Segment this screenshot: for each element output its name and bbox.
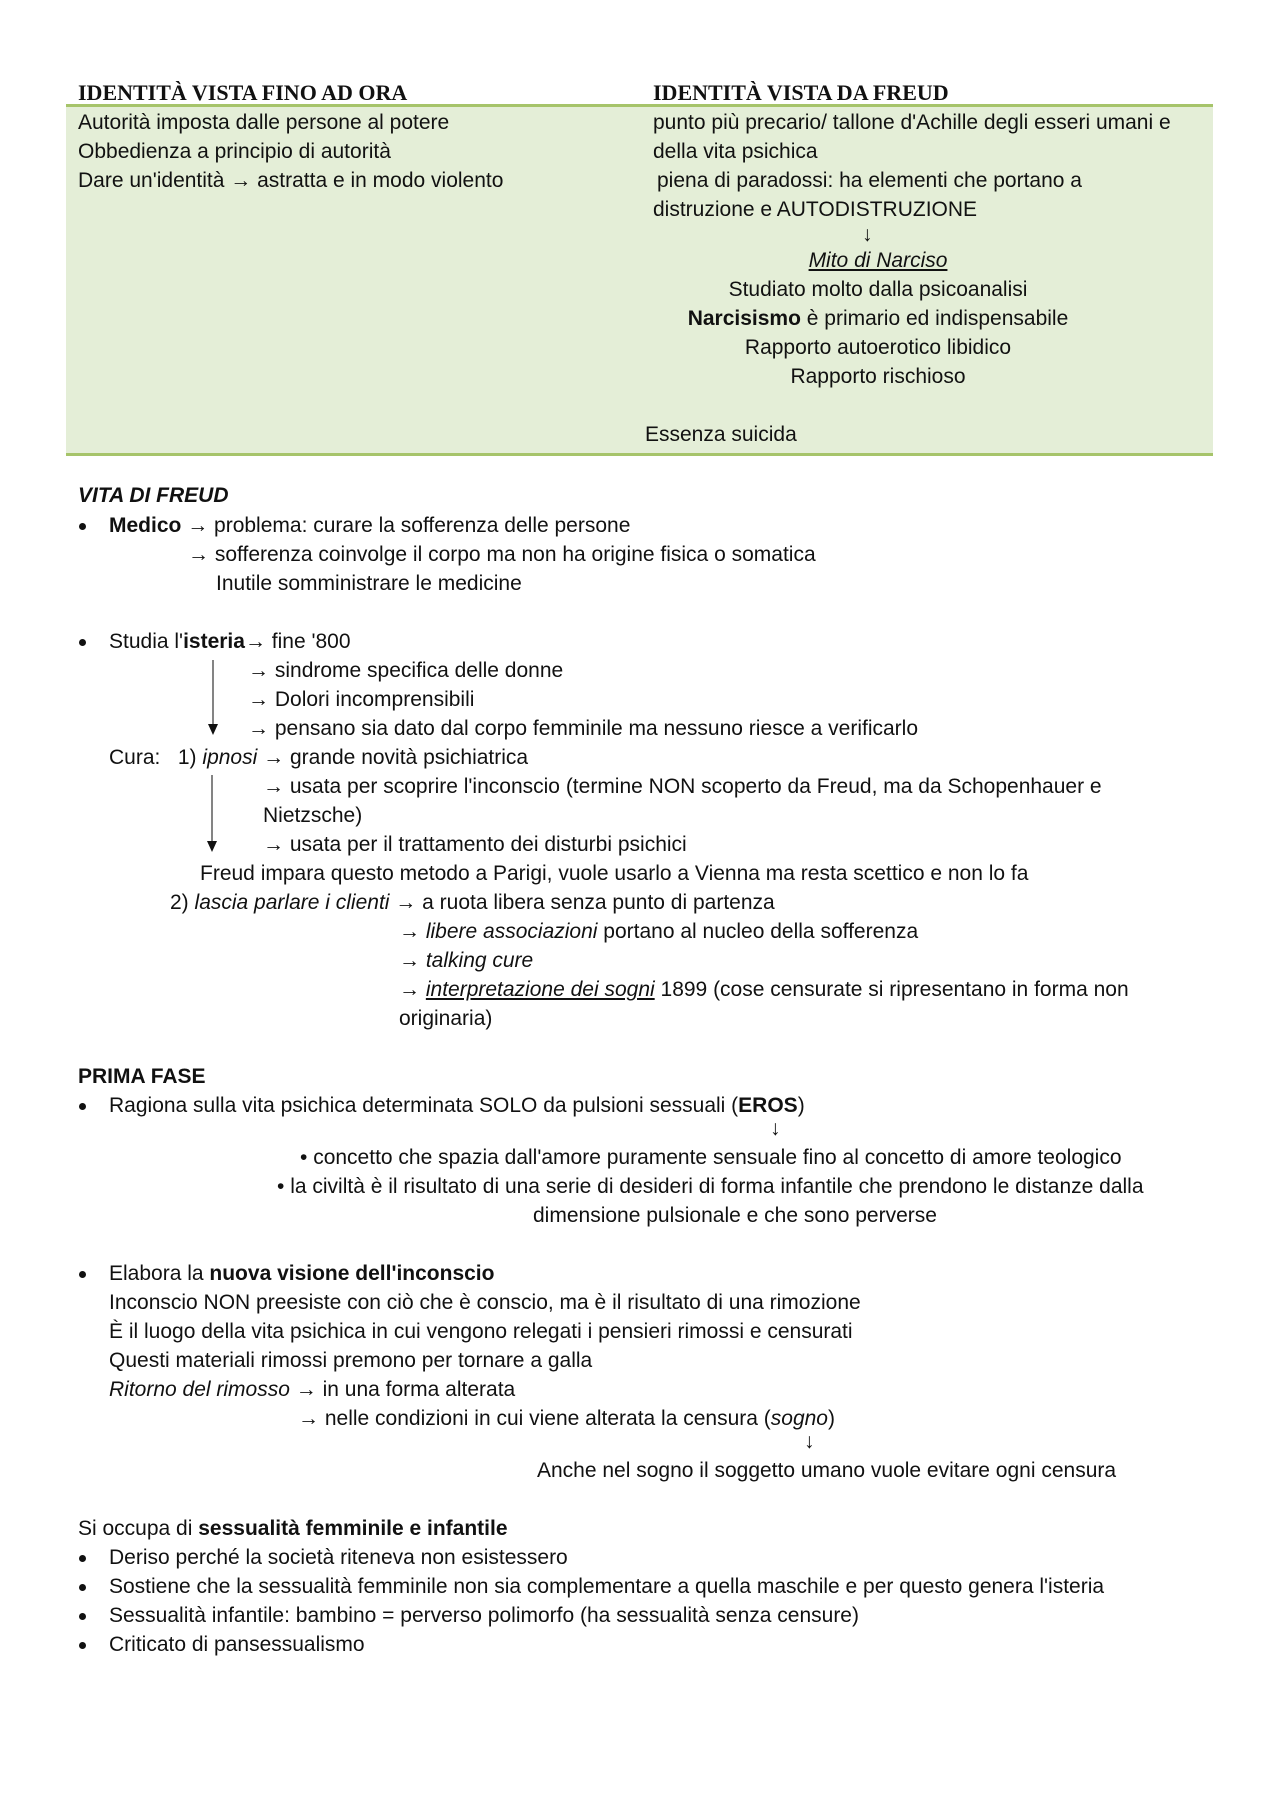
right-line: della vita psichica <box>653 140 818 163</box>
arrow-right-icon: → <box>399 978 420 1001</box>
list-item: Criticato di pansessualismo <box>109 1633 365 1656</box>
condizioni-line: → nelle condizioni in cui viene alterata la censura (sogno) <box>298 1407 835 1430</box>
down-arrow-head <box>208 724 218 735</box>
narcisismo-line: Narcisismo è primario ed indispensabile <box>687 307 1069 330</box>
cura-2-sub-line: originaria) <box>399 1007 493 1030</box>
ritorno-line: Ritorno del rimosso → in una forma alterata <box>109 1378 516 1401</box>
arrow-right-icon: → <box>187 514 209 537</box>
bullet-icon <box>79 1613 86 1620</box>
cura-2-sub-line: → interpretazione dei sogni 1899 (cose censurate si ripresentano in forma non <box>399 978 1129 1001</box>
medico-sub-line: Inutile somministrare le medicine <box>216 572 522 595</box>
left-line: Autorità imposta dalle persone al potere <box>78 111 450 134</box>
cura-2-sub-line: → libere associazioni portano al nucleo della sofferenza <box>399 920 919 943</box>
autoerotic-line: Rapporto autoerotico libidico <box>744 336 1012 359</box>
table-left-header: IDENTITÀ VISTA FINO AD ORA <box>78 80 408 105</box>
concetto-line: • concetto che spazia dall'amore puramente sensuale fino al concetto di amore teologico <box>300 1146 1122 1169</box>
sessualita-intro: Si occupa di sessualità femminile e infantile <box>78 1517 508 1540</box>
bullet-icon <box>79 1584 86 1591</box>
right-line: piena di paradossi: ha elementi che portano a <box>657 169 1082 192</box>
cura-line: Cura: 1) ipnosi → grande novità psichiatrica <box>109 746 529 769</box>
section-title-vita: VITA DI FREUD <box>78 484 229 507</box>
section-title-prima: PRIMA FASE <box>78 1065 206 1088</box>
bullet-icon: • <box>277 1175 285 1198</box>
arrow-right-icon: → <box>298 1407 319 1430</box>
inconscio-line: È il luogo della vita psichica in cui vengono relegati i pensieri rimossi e censurati <box>109 1320 853 1343</box>
arrow-right-icon: → <box>263 833 284 856</box>
list-item: Sessualità infantile: bambino = perverso polimorfo (ha sessualità senza censure) <box>109 1604 859 1627</box>
arrow-right-icon: → <box>188 543 209 566</box>
risky-line: Rapporto rischioso <box>790 365 966 388</box>
arrow-right-icon: → <box>399 949 420 972</box>
studied-line: Studiato molto dalla psicoanalisi <box>728 278 1028 301</box>
bullet-icon <box>79 1555 86 1562</box>
bullet-icon <box>79 639 86 646</box>
isteria-sub-line: → pensano sia dato dal corpo femminile ma nessuno riesce a verificarlo <box>248 717 919 740</box>
table-right-header: IDENTITÀ VISTA DA FREUD <box>653 80 949 105</box>
list-item: Sostiene che la sessualità femminile non sia complementare a quella maschile e per questo genera l'isteria <box>109 1575 1105 1598</box>
civilta-line: • la civiltà è il risultato di una serie di desideri di forma infantile che prendono le distanze dalla <box>277 1175 1144 1198</box>
arrow-right-icon: → <box>248 688 269 711</box>
sogno-line: Anche nel sogno il soggetto umano vuole evitare ogni censura <box>537 1459 1117 1482</box>
arrow-right-icon: → <box>248 717 269 740</box>
bullet-icon <box>79 1271 86 1278</box>
bullet-icon <box>79 523 86 530</box>
studia-line: Studia l'isteria→ fine '800 <box>109 630 351 653</box>
myth-title: Mito di Narciso <box>808 249 948 272</box>
arrow-right-icon: → <box>244 630 266 653</box>
medico-line: Medico → problema: curare la sofferenza delle persone <box>109 514 631 537</box>
arrow-right-icon: → <box>399 920 420 943</box>
arrow-right-icon: → <box>230 169 252 192</box>
civilta-line-2: dimensione pulsionale e che sono perverse <box>533 1204 937 1227</box>
arrow-right-icon: → <box>263 746 285 769</box>
parigi-line: Freud impara questo metodo a Parigi, vuole usarlo a Vienna ma resta scettico e non lo fa <box>200 862 1029 885</box>
ipnosi-sub-line: → usata per il trattamento dei disturbi psichici <box>263 833 687 856</box>
bullet-icon <box>79 1642 86 1649</box>
down-arrow-head <box>207 841 217 852</box>
left-line: Dare un'identità → astratta e in modo violento <box>78 169 504 192</box>
essence-line: Essenza suicida <box>645 423 797 446</box>
list-item: Deriso perché la società riteneva non esistessero <box>109 1546 568 1569</box>
ipnosi-sub-line: → usata per scoprire l'inconscio (termine NON scoperto da Freud, ma da Schopenhauer e <box>263 775 1102 798</box>
arrow-right-icon: → <box>295 1378 317 1401</box>
elabora-line: Elabora la nuova visione dell'inconscio <box>109 1262 495 1285</box>
arrow-down-icon: ↓ <box>804 1430 815 1453</box>
arrow-right-icon: → <box>395 891 417 914</box>
arrow-right-icon: → <box>263 775 284 798</box>
ipnosi-sub-line: Nietzsche) <box>263 804 363 827</box>
right-line: punto più precario/ tallone d'Achille degli esseri umani e <box>653 111 1171 134</box>
right-line: distruzione e AUTODISTRUZIONE <box>653 198 978 221</box>
left-line: Obbedienza a principio di autorità <box>78 140 391 163</box>
cura-2-line: 2) lascia parlare i clienti → a ruota libera senza punto di partenza <box>170 891 775 914</box>
cura-2-sub-line: → talking cure <box>399 949 534 972</box>
arrow-down-icon: ↓ <box>862 223 873 246</box>
isteria-sub-line: → sindrome specifica delle donne <box>248 659 564 682</box>
bullet-icon <box>79 1103 86 1110</box>
bullet-icon: • <box>300 1146 308 1169</box>
medico-sub-line: → sofferenza coinvolge il corpo ma non ha origine fisica o somatica <box>188 543 816 566</box>
arrow-down-icon: ↓ <box>770 1117 781 1140</box>
inconscio-line: Inconscio NON preesiste con ciò che è conscio, ma è il risultato di una rimozione <box>109 1291 861 1314</box>
isteria-sub-line: → Dolori incomprensibili <box>248 688 475 711</box>
inconscio-line: Questi materiali rimossi premono per tornare a galla <box>109 1349 593 1372</box>
ragiona-line: Ragiona sulla vita psichica determinata SOLO da pulsioni sessuali (EROS) <box>109 1094 805 1117</box>
arrow-right-icon: → <box>248 659 269 682</box>
